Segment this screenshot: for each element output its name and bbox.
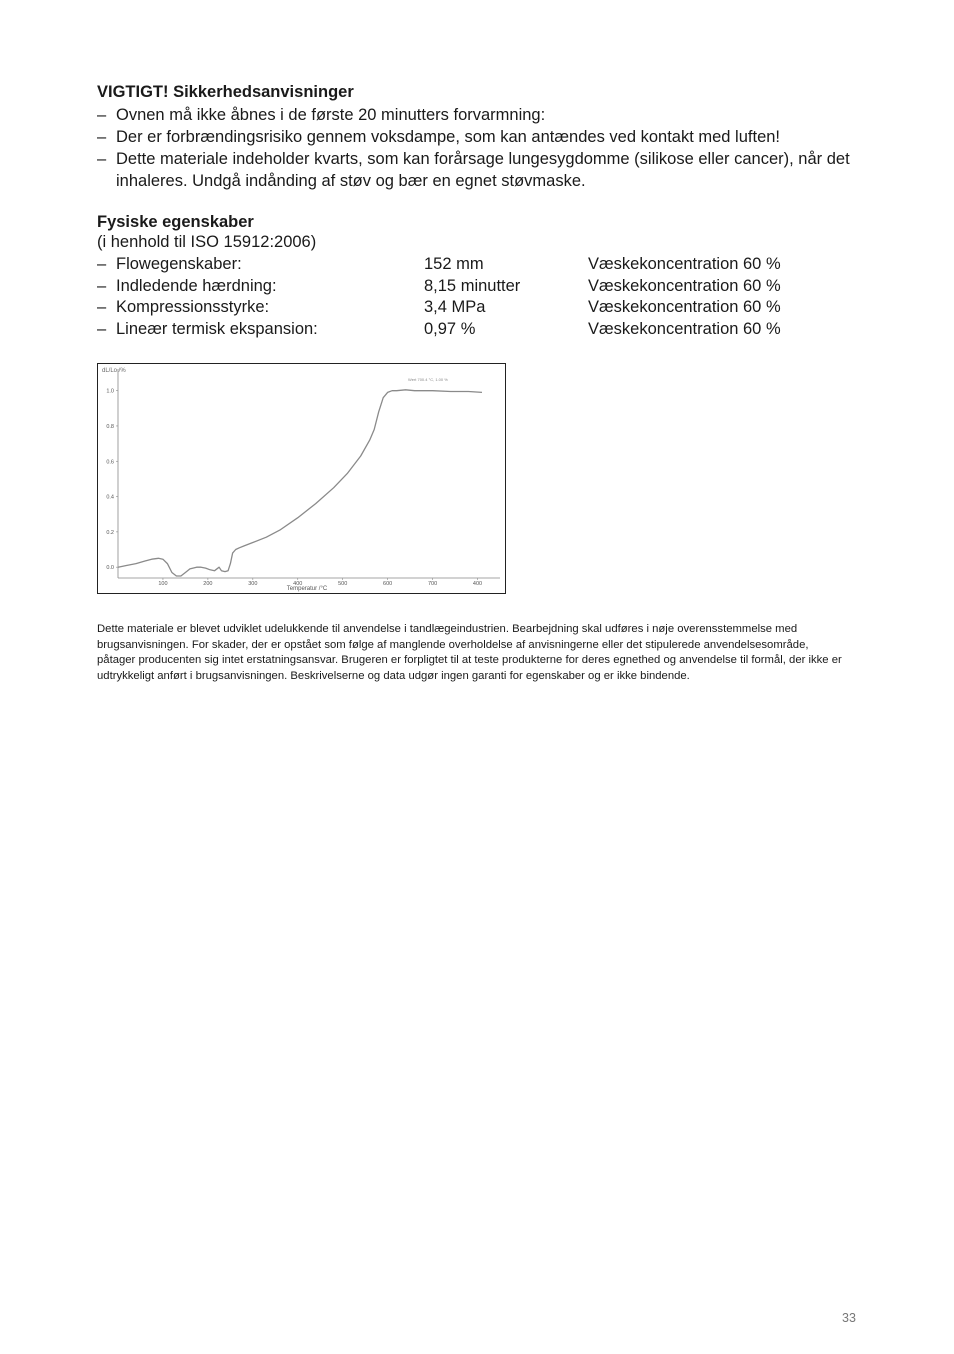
property-row xyxy=(0,320,954,342)
chart-y-tick-label: 0.4 xyxy=(106,494,114,501)
bullet-dash: – xyxy=(97,106,107,124)
property-condition: Væskekoncentration 60 % xyxy=(588,255,781,273)
safety-item-text: Dette materiale indeholder kvarts, som kan forårsage lungesygdomme (silikose eller cancer), når det xyxy=(116,150,850,168)
chart-series-line xyxy=(118,390,482,576)
property-condition: Væskekoncentration 60 % xyxy=(588,298,781,316)
chart-x-tick-label: 600 xyxy=(383,581,393,587)
thermal-expansion-chart xyxy=(97,363,506,594)
safety-item-text: Ovnen må ikke åbnes i de første 20 minutters forvarmning: xyxy=(116,106,546,124)
bullet-dash: – xyxy=(97,255,107,273)
chart-canvas xyxy=(98,364,505,593)
chart-x-tick-label: 500 xyxy=(338,581,348,587)
chart-y-axis-label: dL/Lo /% xyxy=(102,368,126,374)
property-value: 0,97 % xyxy=(424,320,476,338)
bullet-dash: – xyxy=(97,320,107,338)
chart-x-tick-label: 400 xyxy=(472,581,483,587)
chart-x-tick-label: 200 xyxy=(203,581,213,587)
chart-x-tick-label: 100 xyxy=(158,581,168,587)
property-label: Lineær termisk ekspansion: xyxy=(116,320,318,338)
safety-item-text: Der er forbrændingsrisiko gennem voksdampe, som kan antændes ved kontakt med luften! xyxy=(116,128,781,146)
property-label: Kompressionsstyrke: xyxy=(116,298,270,316)
bullet-dash: – xyxy=(97,277,107,295)
property-row xyxy=(0,277,954,299)
property-condition: Væskekoncentration 60 % xyxy=(588,320,781,338)
chart-x-tick-label: 300 xyxy=(248,581,258,587)
bullet-dash: – xyxy=(97,128,107,146)
bullet-dash: – xyxy=(97,298,107,316)
chart-y-tick-label: 0.0 xyxy=(106,565,114,572)
property-label: Indledende hærdning: xyxy=(116,277,277,295)
property-value: 3,4 MPa xyxy=(424,298,486,316)
safety-item-text: inhaleres. Undgå indånding af støv og bær en egnet støvmaske. xyxy=(116,172,586,190)
property-row xyxy=(0,255,954,277)
page-number: 33 xyxy=(842,1311,856,1325)
properties-heading: Fysiske egenskaber xyxy=(97,213,254,231)
bullet-dash: – xyxy=(97,150,107,168)
property-value: 152 mm xyxy=(424,255,484,273)
chart-x-axis-label: Temperatur /°C xyxy=(286,586,328,592)
property-value: 8,15 minutter xyxy=(424,277,521,295)
property-condition: Væskekoncentration 60 % xyxy=(588,277,781,295)
property-row xyxy=(0,298,954,320)
chart-y-tick-label: 0.2 xyxy=(106,529,114,536)
properties-subheading: (i henhold til ISO 15912:2006) xyxy=(97,233,317,251)
safety-heading: VIGTIGT! Sikkerhedsanvisninger xyxy=(97,83,354,101)
chart-y-tick-label: 0.8 xyxy=(106,423,114,430)
chart-x-tick-label: 400 xyxy=(293,581,303,587)
chart-y-tick-label: 0.6 xyxy=(106,459,114,466)
disclaimer-text: Dette materiale er blevet udviklet udelukkende til anvendelse i tandlægeindustrien. Bearbejdning skal udføres i nøje overensstemmelse med brugsanvisningen. For skader, der er opstået som følge af manglende overholdelse af anvisningerne eller det stipulerede anvendelsesområde, påtager producenten sig intet erstatningsansvar. Brugeren er forpligtet til at teste produkterne for deres egnethed og anvendelse til formål, der ikke er udtrykkeligt anført i brugsanvisningen. Beskrivelserne og data udgør ingen garanti for egenskaber og er ikke bindende. xyxy=(97,623,842,682)
property-label: Flowegenskaber: xyxy=(116,255,242,273)
chart-y-tick-label: 1.0 xyxy=(106,388,114,395)
chart-x-tick-label: 700 xyxy=(427,581,438,587)
chart-annotation: Wert 700.4 °C, 1.00 % xyxy=(408,377,448,382)
